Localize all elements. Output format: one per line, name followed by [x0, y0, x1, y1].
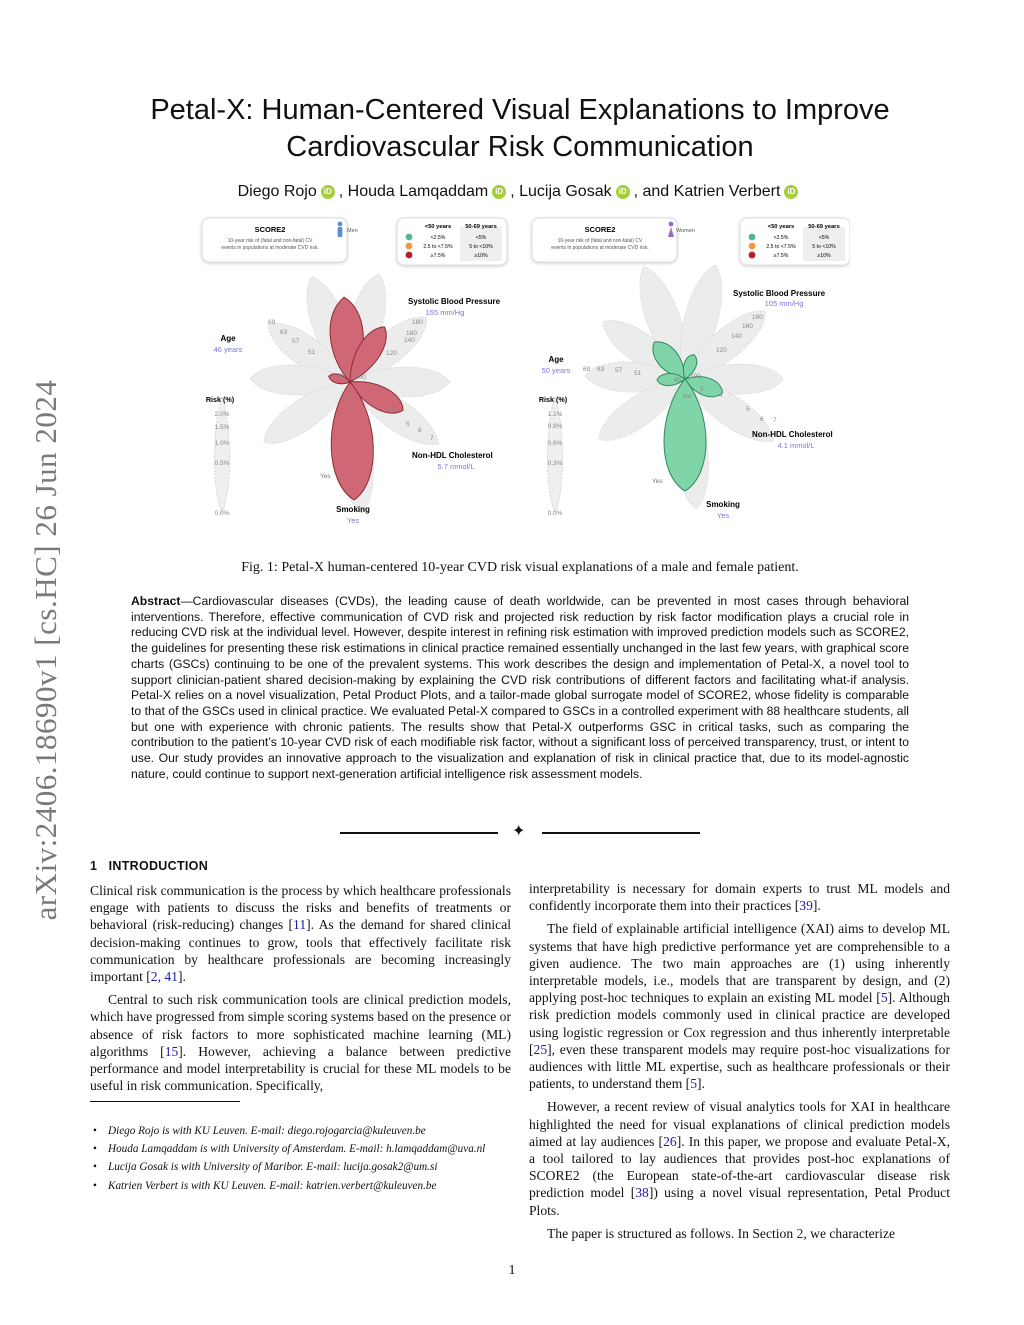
- petal-figure: [190, 212, 850, 557]
- paragraph: Clinical risk communication is the process by which healthcare professionals engage with patients to discuss the risks and benefits of treatments or behavioral (risk-reducing) changes [11]. As the demand for shared clinical decision-making continues to grow, tools that effectively facilitate risk communication by healthcare professionals are becoming increasingly important [2, 41].: [90, 883, 511, 985]
- footnote-rule: [90, 1101, 240, 1102]
- svg-text:51: 51: [634, 370, 642, 377]
- title-line-2: Cardiovascular Risk Communication: [286, 131, 754, 163]
- author-list: Diego Rojo iD , Houda Lamqaddam iD , Lucija Gosak iD , and Katrien Verbert iD: [110, 183, 930, 201]
- male-legend-card: [397, 218, 507, 265]
- svg-text:57: 57: [292, 338, 300, 345]
- svg-text:4: 4: [390, 407, 394, 414]
- section-link[interactable]: 2: [796, 1225, 804, 1241]
- svg-text:4: 4: [719, 392, 723, 399]
- svg-text:<50 years: <50 years: [767, 224, 795, 230]
- svg-text:160: 160: [406, 330, 417, 337]
- svg-text:50-69 years: 50-69 years: [808, 224, 840, 230]
- legend-swatch-low: [406, 234, 413, 241]
- orcid-icon[interactable]: iD: [321, 185, 335, 199]
- citation-link[interactable]: 39: [799, 898, 813, 914]
- section-heading: 1 INTRODUCTION: [90, 859, 209, 873]
- svg-text:Yes: Yes: [716, 511, 730, 520]
- female-legend-card: [740, 218, 850, 265]
- svg-text:140: 140: [404, 337, 415, 344]
- footnotes: [90, 1124, 515, 1197]
- footnote: • Lucija Gosak is with University of Maribor. E-mail: lucija.gosak2@um.si: [90, 1160, 515, 1174]
- svg-text:63: 63: [597, 366, 605, 373]
- paragraph: The field of explainable artificial intelligence (XAI) aims to develop ML systems that have high predictive performance yet are comprehensible to a given audience. The two main approaches are (1) using inherently interpretable models, i.e., models that are transparent by design, and (2) applying post-hoc techniques to explain an existing ML model [5]. Although risk prediction models commonly used in clinical practice are developed using logistic regression or Cox regression and thus inherently interpretable [25], even these transparent models may require post-hoc visualizations for audiences with little ML expertise, such as healthcare professionals or their patients, to understand them [5].: [529, 921, 950, 1092]
- svg-text:0.0%: 0.0%: [214, 510, 230, 517]
- svg-text:<5%: <5%: [475, 235, 487, 241]
- female-risk-scale: [539, 395, 568, 517]
- svg-text:Age: Age: [548, 355, 564, 364]
- svg-text:100: 100: [355, 374, 366, 381]
- svg-text:No: No: [683, 393, 692, 400]
- svg-text:≥7.5%: ≥7.5%: [773, 253, 789, 259]
- svg-text:5 to <10%: 5 to <10%: [469, 244, 493, 250]
- svg-text:45: 45: [674, 377, 682, 384]
- svg-text:100: 100: [690, 373, 701, 380]
- abstract: [131, 594, 909, 782]
- svg-text:5: 5: [406, 421, 410, 428]
- svg-text:<2.5%: <2.5%: [430, 235, 446, 241]
- male-score2-card: [202, 218, 358, 262]
- svg-text:Systolic Blood Pressure: Systolic Blood Pressure: [408, 297, 501, 306]
- svg-text:105 mm/Hg: 105 mm/Hg: [764, 299, 804, 308]
- title-line-1: Petal-X: Human-Centered Visual Explanations to Improve: [150, 94, 890, 126]
- right-column: [529, 880, 950, 1248]
- female-score2-card: [532, 218, 695, 262]
- man-icon: [338, 222, 343, 237]
- svg-text:57: 57: [615, 367, 623, 374]
- svg-text:≥10%: ≥10%: [817, 253, 831, 259]
- svg-text:140: 140: [731, 333, 742, 340]
- citation-link[interactable]: 15: [164, 1043, 179, 1059]
- svg-text:≥10%: ≥10%: [474, 253, 488, 259]
- section-divider: [340, 823, 700, 840]
- svg-text:0.5%: 0.5%: [214, 460, 230, 467]
- author-name: Katrien Verbert: [673, 183, 781, 200]
- svg-text:50 years: 50 years: [541, 366, 571, 375]
- svg-text:Yes: Yes: [320, 473, 331, 480]
- svg-text:0.3%: 0.3%: [547, 460, 563, 467]
- abstract-label: Abstract: [131, 594, 181, 608]
- svg-text:10-year risk of (fatal and non: 10-year risk of (fatal and non-fatal) CV: [557, 238, 643, 244]
- svg-text:Non-HDL Cholesterol: Non-HDL Cholesterol: [412, 451, 493, 460]
- divider-star-icon: ✦: [512, 823, 526, 840]
- svg-text:63: 63: [280, 329, 288, 336]
- svg-text:<2.5%: <2.5%: [773, 235, 789, 241]
- svg-text:6: 6: [760, 416, 764, 423]
- svg-text:3: 3: [700, 386, 704, 393]
- svg-text:Yes: Yes: [652, 478, 663, 485]
- svg-text:Women: Women: [676, 228, 695, 234]
- svg-text:events in populations at moder: events in populations at moderate CVD risk.: [551, 245, 649, 251]
- svg-text:120: 120: [386, 350, 397, 357]
- male-panel: [202, 218, 507, 525]
- svg-text:1.0%: 1.0%: [214, 440, 230, 447]
- orcid-icon[interactable]: iD: [784, 185, 798, 199]
- svg-text:7: 7: [773, 417, 777, 424]
- svg-text:<50 years: <50 years: [424, 224, 452, 230]
- paragraph: The paper is structured as follows. In Section 2, we characterize: [547, 1225, 896, 1241]
- left-column: [90, 882, 511, 1100]
- svg-text:155 mm/Hg: 155 mm/Hg: [425, 308, 465, 317]
- citation-link[interactable]: 5: [690, 1076, 697, 1092]
- svg-text:46 years: 46 years: [213, 345, 243, 354]
- orcid-icon[interactable]: iD: [492, 185, 506, 199]
- svg-text:50-69 years: 50-69 years: [465, 224, 497, 230]
- card-title: SCORE2: [254, 225, 286, 234]
- author-name: Houda Lamqaddam: [347, 183, 489, 200]
- legend-swatch-low: [749, 234, 756, 241]
- svg-text:Smoking: Smoking: [336, 505, 370, 514]
- legend-swatch-mid: [749, 243, 756, 250]
- svg-text:Age: Age: [220, 334, 236, 343]
- svg-text:1.1%: 1.1%: [547, 411, 563, 418]
- svg-text:Systolic Blood Pressure: Systolic Blood Pressure: [733, 289, 826, 298]
- paper-title: [110, 92, 930, 166]
- svg-text:7: 7: [430, 435, 434, 442]
- svg-text:Men: Men: [347, 228, 358, 234]
- legend-swatch-high: [406, 252, 413, 259]
- paragraph: Central to such risk communication tools are clinical prediction models, which have progressed from simple scoring systems based on the presence or absence of risk factors to more sophisticated machine learning (ML) algorithms [15]. However, achieving a balance between predictive performance and model interpretability is crucial for these ML models to be useful in risk communication. Specifically,: [90, 992, 511, 1094]
- svg-text:2.0%: 2.0%: [214, 411, 230, 418]
- paragraph: However, a recent review of visual analytics tools for XAI in healthcare highlighted the need for visual explanations of clinical prediction models aimed at lay audiences [26]. In this paper, we propose and evaluate Petal-X, a tool tailored to lay audiences that provides post-hoc explanations of SCORE2 (the European state-of-the-art cardiovascular disease risk prediction model [38]) using a novel visual representation, Petal Product Plots.: [529, 1099, 950, 1218]
- citation-link[interactable]: 38: [635, 1185, 649, 1201]
- arxiv-identifier: arXiv:2406.18690v1 [cs.HC] 26 Jun 2024: [28, 379, 63, 921]
- svg-text:<5%: <5%: [818, 235, 830, 241]
- svg-text:2.5 to <7.5%: 2.5 to <7.5%: [766, 244, 796, 250]
- svg-text:51: 51: [308, 349, 316, 356]
- svg-text:2.5 to <7.5%: 2.5 to <7.5%: [423, 244, 453, 250]
- citation-link[interactable]: 25: [533, 1041, 548, 1057]
- card-title: SCORE2: [584, 225, 616, 234]
- citation-link[interactable]: 11: [293, 917, 307, 933]
- legend-swatch-mid: [406, 243, 413, 250]
- legend-swatch-high: [749, 252, 756, 259]
- citation-link[interactable]: 2, 41: [150, 969, 178, 985]
- svg-text:0.6%: 0.6%: [547, 440, 563, 447]
- svg-text:No: No: [348, 393, 357, 400]
- citation-link[interactable]: 5: [880, 990, 888, 1006]
- svg-text:6: 6: [418, 427, 422, 434]
- svg-text:1.5%: 1.5%: [214, 424, 230, 431]
- svg-text:Yes: Yes: [346, 516, 360, 525]
- svg-text:69: 69: [268, 319, 276, 326]
- svg-text:4.1 mmol/L: 4.1 mmol/L: [777, 441, 815, 450]
- svg-text:Smoking: Smoking: [706, 500, 740, 509]
- orcid-icon[interactable]: iD: [616, 185, 630, 199]
- svg-text:0.9%: 0.9%: [547, 423, 563, 430]
- svg-text:160: 160: [742, 323, 753, 330]
- svg-text:69: 69: [583, 366, 591, 373]
- author-name: Diego Rojo: [237, 183, 317, 200]
- svg-text:Non-HDL Cholesterol: Non-HDL Cholesterol: [752, 430, 833, 439]
- footnote: • Diego Rojo is with KU Leuven. E-mail: diego.rojogarcia@kuleuven.be: [90, 1124, 515, 1138]
- paragraph: interpretability is necessary for domain experts to trust ML models and confidently incorporate them into their practices [39].: [529, 881, 950, 914]
- svg-text:≥7.5%: ≥7.5%: [430, 253, 446, 259]
- svg-text:Risk (%): Risk (%): [205, 395, 235, 404]
- svg-text:10-year risk of (fatal and non: 10-year risk of (fatal and non-fatal) CV: [227, 238, 313, 244]
- svg-text:180: 180: [752, 314, 763, 321]
- svg-text:5 to <10%: 5 to <10%: [812, 244, 836, 250]
- svg-text:Risk (%): Risk (%): [538, 395, 568, 404]
- citation-link[interactable]: 26: [663, 1133, 677, 1149]
- footnote: • Katrien Verbert is with KU Leuven. E-mail: katrien.verbert@kuleuven.be: [90, 1179, 515, 1193]
- figure-caption: Fig. 1: Petal-X human-centered 10-year CVD risk visual explanations of a male and female patient.: [241, 560, 799, 575]
- svg-text:5.7 mmol/L: 5.7 mmol/L: [437, 462, 475, 471]
- svg-text:5: 5: [746, 406, 750, 413]
- abstract-text: —Cardiovascular diseases (CVDs), the leading cause of death worldwide, can be prevented in most cases through behavioral interventions. Therefore, effective communication of CVD risk and projected risk reduction by risk factor modification plays a crucial role in reducing CVD risk at the individual level. However, despite interest in refining risk estimation with improved prediction models such as SCORE2, the guidelines for presenting these risk estimations in clinical practice remained essentially unchanged in the last few years, with graphical score charts (GSCs) continuing to be one of the prevalent systems. This work describes the design and implementation of Petal-X, a novel tool to support clinician-patient shared decision-making by explaining the CVD risk contributions of different factors and facilitating what-if analysis. Petal-X relies on a novel visualization, Petal Product Plots, and a tailor-made global surrogate model of SCORE2, whose fidelity is comparable to that of the GSCs used in clinical practice. We evaluated Petal-X compared to GSCs in a controlled experiment with 88 healthcare students, all but one with experience with chronic patients. The results show that Petal-X outperforms GSC in critical tasks, such as comparing the contribution to the patient’s 10-year CVD risk of each modifiable risk factor, without a significant loss of perceived transparency, trust, or intent to use. Our study provides an innovative approach to the visualization and explanation of risk in clinical practice that, due to its model-agnostic nature, could continue to support next-generation artificial intelligence risk assessment models.: [131, 594, 909, 781]
- footnote: • Houda Lamqaddam is with University of Amsterdam. E-mail: h.lamqaddam@uva.nl: [90, 1142, 515, 1156]
- page-number: 1: [508, 1263, 516, 1278]
- svg-text:45: 45: [338, 373, 346, 380]
- svg-text:3: 3: [375, 389, 379, 396]
- male-risk-scale: [206, 395, 235, 517]
- author-name: Lucija Gosak: [519, 183, 612, 200]
- svg-text:0.0%: 0.0%: [547, 510, 563, 517]
- svg-text:events in populations at moder: events in populations at moderate CVD risk.: [221, 245, 319, 251]
- female-panel: [532, 218, 850, 520]
- svg-text:180: 180: [412, 319, 423, 326]
- svg-text:120: 120: [716, 347, 727, 354]
